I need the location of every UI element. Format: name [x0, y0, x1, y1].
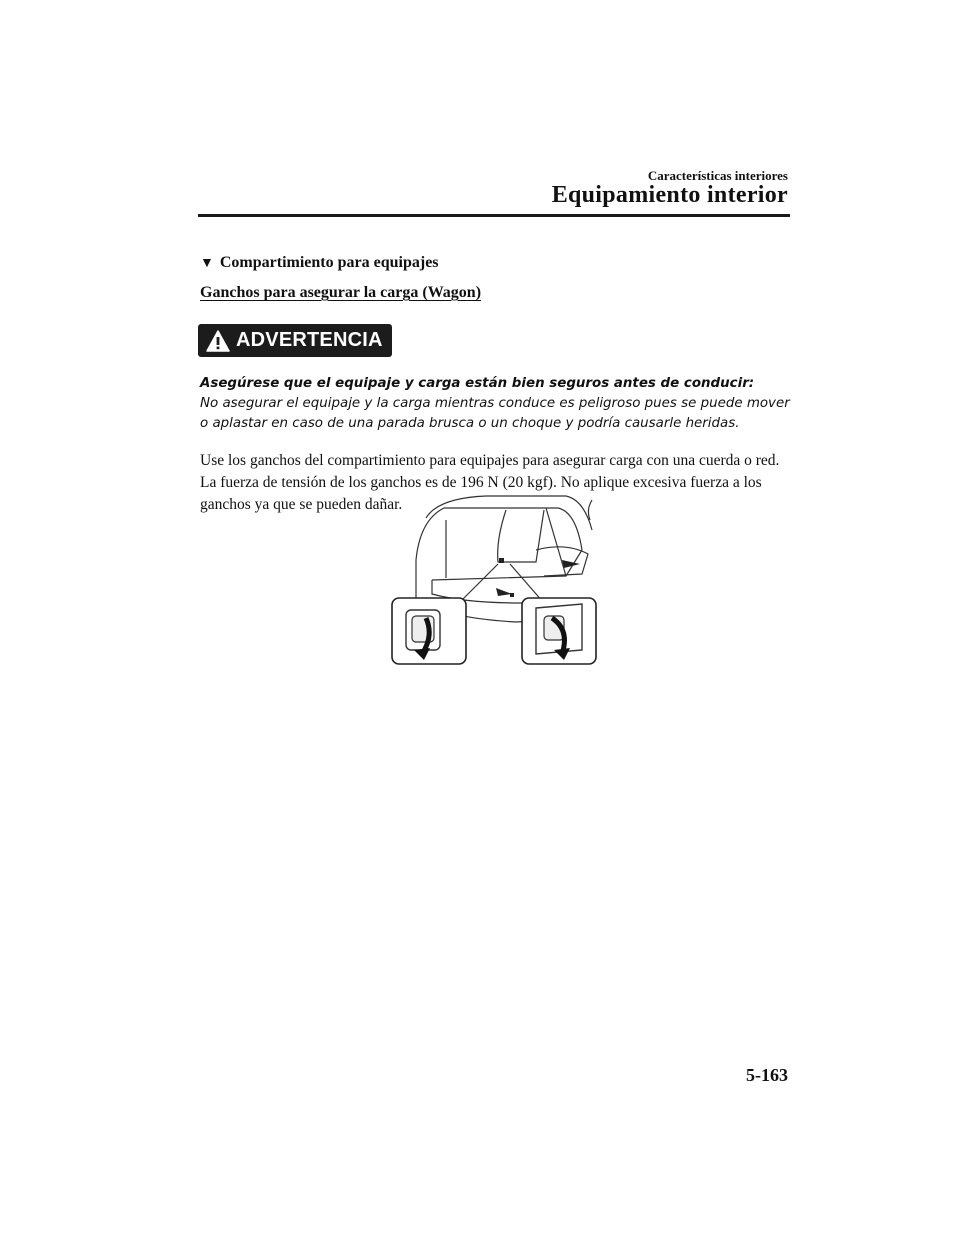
- body-paragraph: Use los ganchos del compartimiento para equipajes para asegurar carga con una cuerda o red. La fuerza de tensión de los ganchos es de 196 N (20 kgf). No aplique excesiva fuerza a los ganchos ya que se pueden dañar.: [200, 452, 780, 513]
- warning-lead: Asegúrese que el equipaje y carga están bien seguros antes de conducir:: [200, 376, 755, 391]
- warning-body: No asegurar el equipaje y la carga mientras conduce es peligroso pues se puede mover o aplastar en caso de una parada brusca o un choque y podría causarle heridas.: [200, 396, 790, 431]
- section-heading-text: Compartimiento para equipajes: [219, 254, 439, 271]
- sub-heading: Ganchos para asegurar la carga (Wagon): [200, 284, 482, 301]
- header-section-title: Características interiores: [647, 168, 788, 183]
- cargo-hooks-illustration: [386, 490, 602, 668]
- warning-text: [200, 374, 800, 434]
- warning-triangle-icon: [206, 330, 230, 352]
- warning-badge: [198, 324, 392, 357]
- header-chapter-title: Equipamiento interior: [551, 182, 788, 208]
- warning-label: ADVERTENCIA: [236, 329, 383, 351]
- section-heading: [200, 254, 439, 272]
- page-number: 5-163: [746, 1065, 788, 1085]
- header-divider: [198, 214, 790, 217]
- triangle-marker-icon: ▼: [200, 256, 214, 271]
